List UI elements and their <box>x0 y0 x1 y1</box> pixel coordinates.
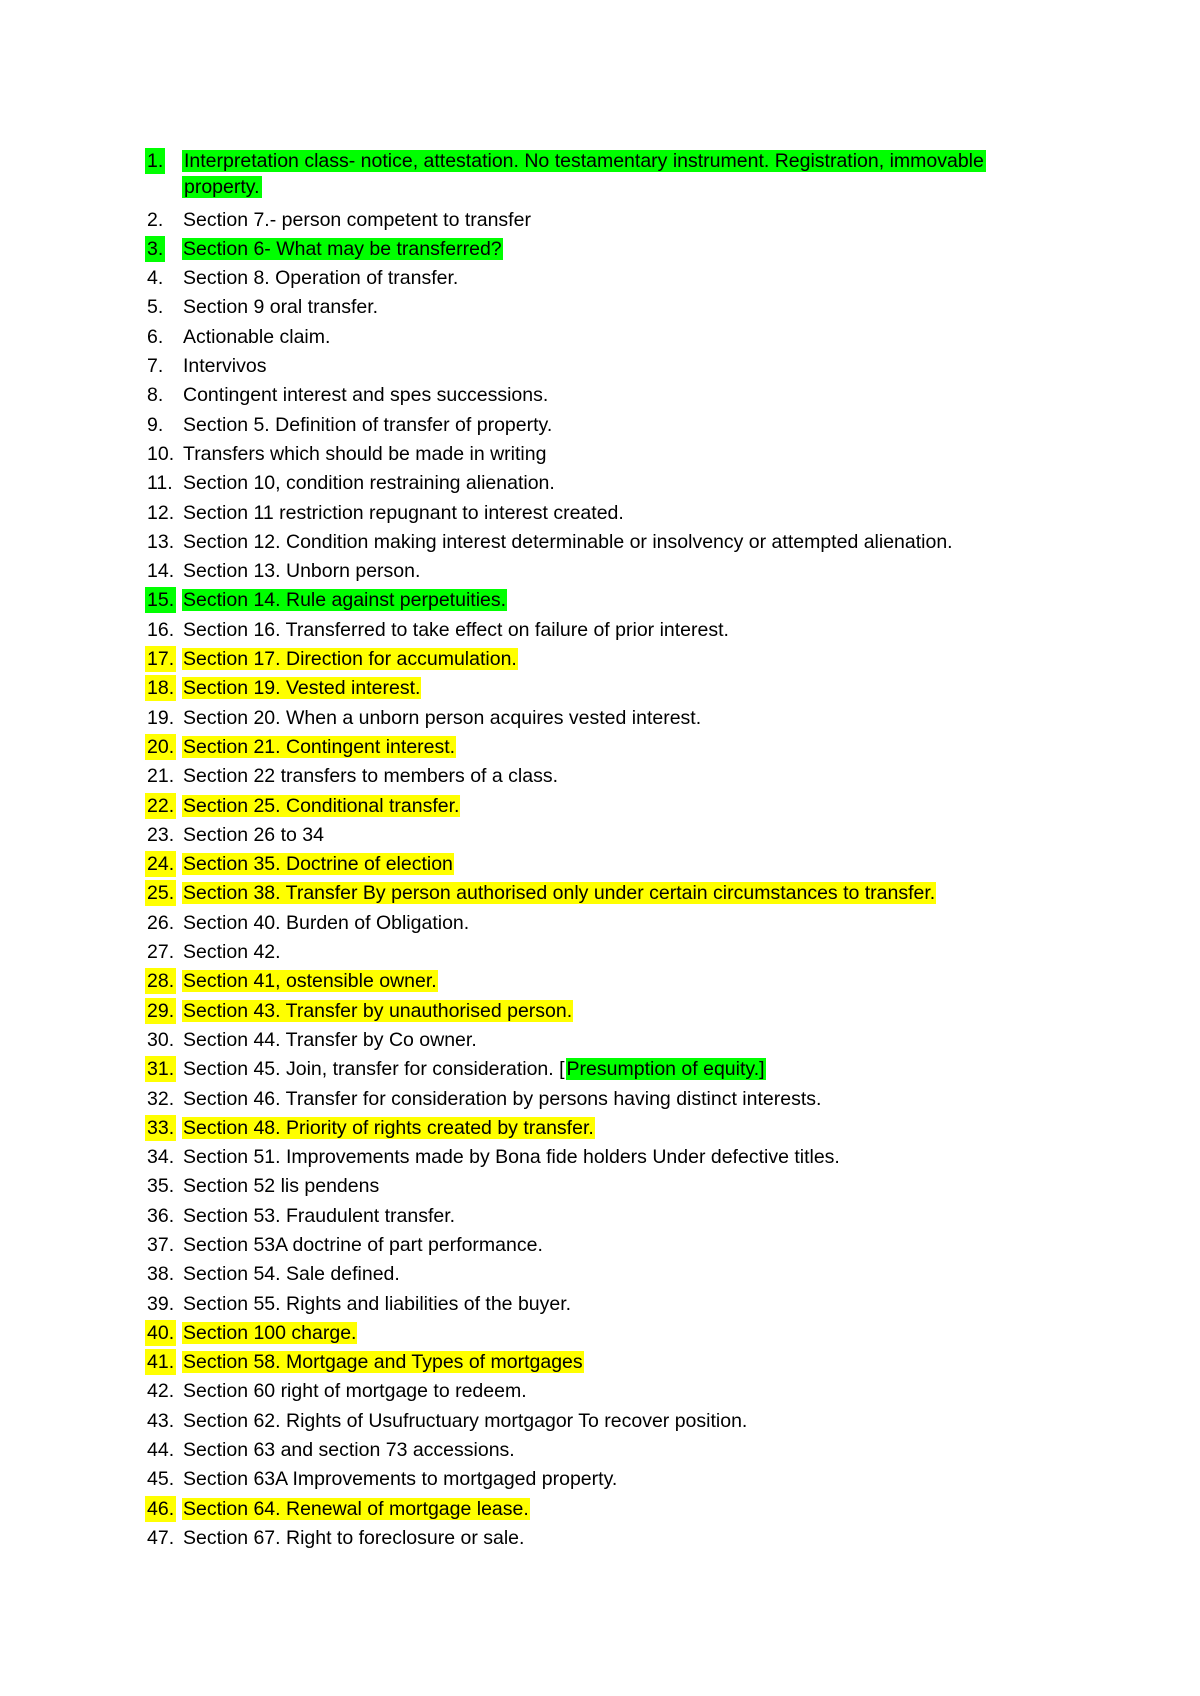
list-item-text <box>182 998 1045 1024</box>
list-item-number: 15. <box>147 589 175 612</box>
list-item <box>145 1056 1045 1085</box>
list-item-text <box>182 1115 1045 1141</box>
highlighted-text: Section 48. Priority of rights created by transfer. <box>183 1116 594 1139</box>
list-item-text <box>182 1144 1045 1170</box>
list-item <box>145 587 1045 616</box>
list-item-number: 26. <box>147 911 175 934</box>
list-item <box>145 1144 1045 1173</box>
list-item <box>145 998 1045 1027</box>
highlighted-text: Presumption of equity.] <box>566 1058 765 1081</box>
list-item <box>145 1378 1045 1407</box>
list-item-text <box>182 734 1045 760</box>
list-item-number: 25. <box>147 882 175 905</box>
list-item-number: 6. <box>147 325 164 348</box>
text-segment: Section 45. Join, transfer for consideration. [ <box>183 1058 565 1081</box>
list-item-number: 4. <box>147 267 164 290</box>
list-item-number: 38. <box>147 1263 175 1286</box>
list-item <box>145 705 1045 734</box>
list-item-text <box>182 324 1045 350</box>
list-item-text <box>182 1437 1045 1463</box>
list-item-number: 12. <box>147 501 175 524</box>
text-segment: Section 55. Rights and liabilities of the buyer. <box>183 1292 572 1315</box>
text-segment: Section 16. Transferred to take effect on failure of prior interest. <box>183 618 729 641</box>
list-item-text <box>182 1349 1045 1375</box>
list-item-number: 10. <box>147 442 175 465</box>
list-item <box>145 1203 1045 1232</box>
list-item-text <box>182 207 1045 233</box>
list-item-text <box>182 851 1045 877</box>
list-item-text <box>182 529 1045 555</box>
text-segment: Section 8. Operation of transfer. <box>183 267 459 290</box>
list-item-text <box>182 880 1045 906</box>
list-item-text <box>182 793 1045 819</box>
text-segment: Section 42. <box>183 941 281 964</box>
list-item-text <box>182 1291 1045 1317</box>
list-item <box>145 793 1045 822</box>
highlighted-text: Interpretation class- notice, attestation. No testamentary instrument. Registration, immovable property. <box>184 150 984 198</box>
list-item <box>145 529 1045 558</box>
list-item-number: 34. <box>147 1146 175 1169</box>
list-item-number: 1. <box>147 150 164 172</box>
list-item-number: 36. <box>147 1204 175 1227</box>
list-item <box>145 1349 1045 1378</box>
list-item-number: 45. <box>147 1468 175 1491</box>
list-item-number: 7. <box>147 355 164 378</box>
list-item <box>145 265 1045 294</box>
list-item-text <box>182 441 1045 467</box>
list-item-text <box>182 558 1045 584</box>
list-item-text <box>182 294 1045 320</box>
list-item-text <box>182 382 1045 408</box>
text-segment: Section 53A doctrine of part performance. <box>183 1233 543 1256</box>
list-item-number: 20. <box>147 735 175 758</box>
list-item <box>145 1320 1045 1349</box>
list-item-number: 46. <box>147 1497 175 1520</box>
list-item <box>145 822 1045 851</box>
list-item <box>145 880 1045 909</box>
list-item-text <box>182 148 1045 200</box>
text-segment: Intervivos <box>183 355 267 378</box>
list-item <box>145 353 1045 382</box>
list-item <box>145 646 1045 675</box>
list-item <box>145 617 1045 646</box>
text-segment: Section 40. Burden of Obligation. <box>183 911 470 934</box>
list-item-text <box>182 1320 1045 1346</box>
list-item-text <box>182 236 1045 262</box>
list-item-text <box>182 705 1045 731</box>
text-segment: Section 12. Condition making interest determinable or insolvency or attempted alienation. <box>183 530 953 553</box>
list-item <box>145 1408 1045 1437</box>
text-segment: Section 10, condition restraining alienation. <box>183 472 555 495</box>
list-item-number: 37. <box>147 1233 175 1256</box>
list-item <box>145 382 1045 411</box>
list-item <box>145 1232 1045 1261</box>
list-item-text <box>182 1261 1045 1287</box>
list-item-number: 3. <box>147 237 164 260</box>
highlighted-text: Section 43. Transfer by unauthorised person. <box>183 999 573 1022</box>
list-item-number: 35. <box>147 1175 175 1198</box>
list-item-text <box>182 1027 1045 1053</box>
list-item-text <box>182 1525 1045 1551</box>
list-item-text <box>182 1086 1045 1112</box>
text-segment: Contingent interest and spes successions. <box>183 384 549 407</box>
list-item-number: 29. <box>147 999 175 1022</box>
numbered-list <box>145 148 1045 1554</box>
text-segment: Section 13. Unborn person. <box>183 560 421 583</box>
list-item <box>145 1466 1045 1495</box>
list-item-number: 43. <box>147 1409 175 1432</box>
highlighted-text: Section 21. Contingent interest. <box>183 735 456 758</box>
text-segment: Section 7.- person competent to transfer <box>183 208 531 231</box>
list-item <box>145 734 1045 763</box>
list-item-number: 32. <box>147 1087 175 1110</box>
text-segment: Section 63A Improvements to mortgaged property. <box>183 1468 618 1491</box>
list-item-text <box>182 1232 1045 1258</box>
list-item <box>145 1496 1045 1525</box>
list-item-number: 21. <box>147 765 175 788</box>
list-item-number: 17. <box>147 648 175 671</box>
list-item-number: 16. <box>147 618 175 641</box>
list-item-text <box>182 910 1045 936</box>
text-segment: Section 26 to 34 <box>183 823 324 846</box>
list-item-text <box>182 1173 1045 1199</box>
highlighted-text: Section 6- What may be transferred? <box>183 237 502 260</box>
text-segment: Section 62. Rights of Usufructuary mortgagor To recover position. <box>183 1409 748 1432</box>
list-item-text <box>182 1408 1045 1434</box>
text-segment: Section 22 transfers to members of a class. <box>183 765 558 788</box>
list-item <box>145 1525 1045 1554</box>
list-item-number: 8. <box>147 384 164 407</box>
list-item-number: 2. <box>147 208 164 231</box>
list-item-text <box>182 763 1045 789</box>
list-item-text <box>182 470 1045 496</box>
list-item <box>145 675 1045 704</box>
list-item <box>145 1291 1045 1320</box>
text-segment: Section 54. Sale defined. <box>183 1263 400 1286</box>
list-item-number: 28. <box>147 970 175 993</box>
list-item-text <box>182 1056 1045 1082</box>
list-item <box>145 763 1045 792</box>
list-item <box>145 148 1045 207</box>
text-segment: Section 63 and section 73 accessions. <box>183 1439 515 1462</box>
list-item-number: 31. <box>147 1058 175 1081</box>
list-item-number: 33. <box>147 1116 175 1139</box>
highlighted-text: Section 25. Conditional transfer. <box>183 794 460 817</box>
text-segment: Section 5. Definition of transfer of property. <box>183 413 553 436</box>
list-item <box>145 1027 1045 1056</box>
text-segment: Section 44. Transfer by Co owner. <box>183 1028 477 1051</box>
text-segment: Section 9 oral transfer. <box>183 296 379 319</box>
list-item <box>145 294 1045 323</box>
list-item <box>145 412 1045 441</box>
list-item-number: 23. <box>147 823 175 846</box>
text-segment: Section 60 right of mortgage to redeem. <box>183 1380 527 1403</box>
list-item-number: 5. <box>147 296 164 319</box>
list-item <box>145 1115 1045 1144</box>
list-item-number: 24. <box>147 853 175 876</box>
list-item-text <box>182 617 1045 643</box>
list-item-number: 9. <box>147 413 164 436</box>
list-item <box>145 558 1045 587</box>
text-segment: Section 11 restriction repugnant to interest created. <box>183 501 624 524</box>
list-item <box>145 470 1045 499</box>
list-item-text <box>182 1466 1045 1492</box>
list-item <box>145 324 1045 353</box>
list-item-text <box>182 822 1045 848</box>
list-item <box>145 1437 1045 1466</box>
text-segment: Actionable claim. <box>183 325 331 348</box>
list-item-number: 42. <box>147 1380 175 1403</box>
list-item-text <box>182 1496 1045 1522</box>
list-item <box>145 1173 1045 1202</box>
text-segment: Transfers which should be made in writing <box>183 442 547 465</box>
highlighted-text: Section 100 charge. <box>183 1321 357 1344</box>
list-item-text <box>182 265 1045 291</box>
highlighted-text: Section 41, ostensible owner. <box>183 970 437 993</box>
list-item <box>145 236 1045 265</box>
list-item <box>145 939 1045 968</box>
list-item-text <box>182 939 1045 965</box>
list-item-text <box>182 1203 1045 1229</box>
list-item <box>145 910 1045 939</box>
list-item <box>145 1086 1045 1115</box>
text-segment: Section 20. When a unborn person acquires vested interest. <box>183 706 702 729</box>
list-item-number: 41. <box>147 1351 175 1374</box>
list-item <box>145 207 1045 236</box>
list-item-number: 18. <box>147 677 175 700</box>
highlighted-text: Section 64. Renewal of mortgage lease. <box>183 1497 529 1520</box>
list-item-number: 27. <box>147 941 175 964</box>
text-segment: Section 46. Transfer for consideration by persons having distinct interests. <box>183 1087 822 1110</box>
text-segment: Section 67. Right to foreclosure or sale. <box>183 1526 525 1549</box>
list-item-text <box>182 500 1045 526</box>
list-item-text <box>182 646 1045 672</box>
list-item-text <box>182 353 1045 379</box>
list-item-number: 22. <box>147 794 175 817</box>
highlighted-text: Section 14. Rule against perpetuities. <box>183 589 507 612</box>
highlighted-text: Section 17. Direction for accumulation. <box>183 648 517 671</box>
list-item-number: 40. <box>147 1321 175 1344</box>
list-item <box>145 500 1045 529</box>
list-item-text <box>182 675 1045 701</box>
highlighted-text: Section 19. Vested interest. <box>183 677 421 700</box>
list-item <box>145 851 1045 880</box>
text-segment: Section 51. Improvements made by Bona fide holders Under defective titles. <box>183 1146 840 1169</box>
list-item <box>145 441 1045 470</box>
list-item-text <box>182 968 1045 994</box>
list-item-text <box>182 587 1045 613</box>
list-item <box>145 968 1045 997</box>
list-item-number: 39. <box>147 1292 175 1315</box>
list-item-number: 13. <box>147 530 175 553</box>
highlighted-text: Section 38. Transfer By person authorised only under certain circumstances to transfer. <box>183 882 936 905</box>
list-item-number: 44. <box>147 1439 175 1462</box>
list-item-text <box>182 1378 1045 1404</box>
text-segment: Section 53. Fraudulent transfer. <box>183 1204 456 1227</box>
list-item-text <box>182 412 1045 438</box>
highlighted-text: Section 58. Mortgage and Types of mortgages <box>183 1351 583 1374</box>
list-item-number: 14. <box>147 560 175 583</box>
highlighted-text: Section 35. Doctrine of election <box>183 853 453 876</box>
list-item-number: 19. <box>147 706 175 729</box>
list-item <box>145 1261 1045 1290</box>
list-item-number: 11. <box>147 472 173 495</box>
list-item-number: 30. <box>147 1028 175 1051</box>
text-segment: Section 52 lis pendens <box>183 1175 380 1198</box>
list-item-number: 47. <box>147 1526 175 1549</box>
